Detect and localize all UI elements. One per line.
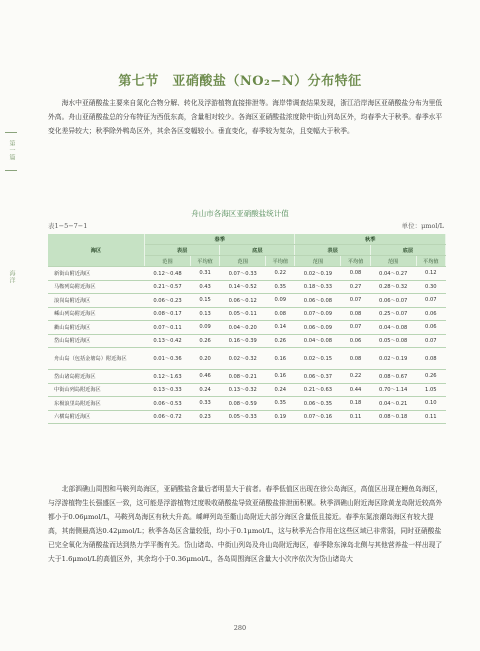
mean-cell: 0.43 (190, 280, 219, 294)
intro-paragraph: 海水中亚硝酸盐主要来自氮化合物分解、转化及浮游植物直接排泄等。海岸带调查结果发现，浙江沿岸海区亚硝酸盐分布为里低外高。舟山亚硝酸盐总的分布特征为西低东高，含量相对较少。各海区亚硝酸盐浓度除中街山列岛区外，均春季大于秋季。春季水平变化差异较大；秋季除外鸭岛区外，其余各区变幅较小。垂直变化，春季较为复杂，且变幅大于秋季。 (48, 99, 443, 135)
mean-cell: 0.12 (416, 267, 445, 281)
range-cell: 0.06～0.07 (370, 294, 416, 308)
range-cell: 0.13～0.33 (145, 383, 191, 397)
range-cell: 0.06～0.12 (220, 294, 266, 308)
range-cell: 0.25～0.07 (370, 307, 416, 321)
range-cell: 0.06～0.08 (295, 294, 341, 308)
mean-cell: 1.05 (416, 383, 445, 397)
range-cell: 0.08～0.18 (370, 410, 416, 424)
range-cell: 0.06～0.72 (145, 410, 191, 424)
range-cell: 0.04～0.20 (220, 321, 266, 335)
region-cell: 新街山附近海区 (48, 267, 145, 281)
mean-cell: 0.14 (266, 321, 295, 335)
range-cell: 0.13～0.32 (220, 383, 266, 397)
mean-cell: 0.44 (341, 383, 370, 397)
range-cell: 0.04～0.08 (295, 334, 341, 348)
side-tick-bottom (5, 170, 17, 171)
range-cell: 0.06～0.37 (295, 370, 341, 384)
mean-cell: 0.31 (190, 267, 219, 281)
range-cell: 0.04～0.08 (370, 321, 416, 335)
mean-cell: 0.09 (266, 294, 295, 308)
mean-cell: 0.09 (190, 321, 219, 335)
header-mean: 平均值 (190, 256, 219, 267)
side-part-label: 第一篇 (8, 140, 15, 161)
range-cell: 0.05～0.08 (370, 334, 416, 348)
range-cell: 0.01～0.36 (145, 348, 191, 370)
mean-cell: 0.07 (341, 294, 370, 308)
mean-cell: 0.30 (416, 280, 445, 294)
mean-cell: 0.08 (266, 307, 295, 321)
region-cell: 东极浪里岛附近海区 (48, 397, 145, 411)
range-cell: 0.07～0.11 (145, 321, 191, 335)
range-cell: 0.21～0.63 (295, 383, 341, 397)
table-unit: 单位：μmol/L (401, 222, 444, 230)
table-row (48, 280, 446, 294)
table-row (48, 334, 446, 348)
mean-cell: 0.15 (190, 294, 219, 308)
table-row (48, 348, 446, 370)
mean-cell: 0.13 (190, 307, 219, 321)
header-region: 海区 (48, 234, 145, 267)
region-cell: 中街山列岛附近海区 (48, 383, 145, 397)
range-cell: 0.02～0.19 (295, 267, 341, 281)
mean-cell: 0.22 (341, 370, 370, 384)
header-range: 范围 (220, 256, 266, 267)
range-cell: 0.12～0.48 (145, 267, 191, 281)
table-row (48, 397, 446, 411)
table-row (48, 383, 446, 397)
header-range: 范围 (145, 256, 191, 267)
range-cell: 0.04～0.21 (370, 397, 416, 411)
header-mean: 平均值 (266, 256, 295, 267)
region-cell: 舟山岛（包括金塘岛）附近海区 (48, 348, 145, 370)
range-cell: 0.14～0.52 (220, 280, 266, 294)
range-cell: 0.04～0.27 (370, 267, 416, 281)
table-number: 表1−5−7−1 (48, 222, 88, 230)
range-cell: 0.16～0.39 (220, 334, 266, 348)
mean-cell: 0.22 (266, 267, 295, 281)
mean-cell: 0.20 (190, 348, 219, 370)
mean-cell: 0.06 (341, 334, 370, 348)
range-cell: 0.07～0.33 (220, 267, 266, 281)
mean-cell: 0.08 (341, 267, 370, 281)
range-cell: 0.05～0.33 (220, 410, 266, 424)
region-cell: 浪岗岛附近海区 (48, 294, 145, 308)
range-cell: 0.28～0.32 (370, 280, 416, 294)
mean-cell: 0.27 (341, 280, 370, 294)
header-spring-surface: 表层 (145, 245, 220, 256)
side-sea-label: 海洋 (8, 270, 15, 284)
mean-cell: 0.26 (266, 334, 295, 348)
section-title: 第七节 亚硝酸盐（NO₂−N）分布特征 (118, 74, 362, 89)
header-range: 范围 (295, 256, 341, 267)
range-cell: 0.18～0.33 (295, 280, 341, 294)
range-cell: 0.08～0.21 (220, 370, 266, 384)
range-cell: 0.08～0.17 (145, 307, 191, 321)
header-autumn-surface: 表层 (295, 245, 370, 256)
table-row (48, 267, 446, 281)
mean-cell: 0.08 (416, 348, 445, 370)
range-cell: 0.07～0.09 (295, 307, 341, 321)
table-title: 舟山市各海区亚硝酸盐统计值 (191, 209, 289, 218)
range-cell: 0.08～0.67 (370, 370, 416, 384)
range-cell: 0.21～0.57 (145, 280, 191, 294)
mean-cell: 0.07 (341, 321, 370, 335)
range-cell: 0.06～0.35 (295, 397, 341, 411)
range-cell: 0.13～0.42 (145, 334, 191, 348)
mean-cell: 0.06 (416, 307, 445, 321)
mean-cell: 0.24 (190, 383, 219, 397)
region-cell: 嵊山列岛附近海区 (48, 307, 145, 321)
header-mean: 平均值 (416, 256, 445, 267)
mean-cell: 0.24 (266, 383, 295, 397)
range-cell: 0.02～0.32 (220, 348, 266, 370)
mean-cell: 0.07 (416, 294, 445, 308)
header-autumn: 秋季 (295, 234, 446, 245)
body-paragraph: 北部泗礁山周围和马鞍列岛海区，亚硝酸盐含量后者明显大于前者。春季低值区出现在徐公岛海区，高值区出现在鳗鱼岛海区，与浮游植物生长强盛区一致，这可能是浮游植物过度吸收硝酸盐导致亚硝酸盐排泄面积累。秋季泗礁山附近海区除黄龙岛附近较高外都小于0.06μmol/L，马鞍列岛海区有秋大升高。嵊岬列岛至衢山岛附近大部分海区含量低且接近。春季东氮浪潮岛海区有较大提高，其南侧最高达0.42μmol/L；秋季各岛区含量较低，均小于0.1μmol/L，这与秋季光合作用在这些区域已非常弱，同时亚硝酸盐已完全氧化为硝酸盐而达到热力学平衡有关。岱山诸岛、中街山列岛及舟山岛附近海区，春季除东漳岛北侧与其他营养盐一样出现了大于1.6μmol/L的高值区外，其余均小于0.36μmol/L，各岛周围海区含量大小次序依次为岱山诸岛大 (48, 485, 443, 563)
range-cell: 0.07～0.16 (295, 410, 341, 424)
mean-cell: 0.11 (341, 410, 370, 424)
region-cell: 六横岛附近海区 (48, 410, 145, 424)
range-cell: 0.08～0.59 (220, 397, 266, 411)
region-cell: 岱山诸岛附近海区 (48, 370, 145, 384)
mean-cell: 0.16 (266, 348, 295, 370)
nitrite-stats-table (48, 234, 446, 424)
header-autumn-bottom: 底层 (370, 245, 445, 256)
mean-cell: 0.06 (416, 321, 445, 335)
mean-cell: 0.08 (341, 307, 370, 321)
header-spring-bottom: 底层 (220, 245, 295, 256)
mean-cell: 0.11 (416, 410, 445, 424)
table-row (48, 370, 446, 384)
table-row (48, 321, 446, 335)
mean-cell: 0.18 (341, 397, 370, 411)
mean-cell: 0.10 (416, 397, 445, 411)
mean-cell: 0.26 (190, 334, 219, 348)
region-cell: 马鞍列岛附近海区 (48, 280, 145, 294)
mean-cell: 0.08 (341, 348, 370, 370)
mean-cell: 0.35 (266, 397, 295, 411)
range-cell: 0.70～1.14 (370, 383, 416, 397)
table-row (48, 410, 446, 424)
header-mean: 平均值 (341, 256, 370, 267)
range-cell: 0.12～1.63 (145, 370, 191, 384)
region-cell: 岱山岛附近海区 (48, 334, 145, 348)
mean-cell: 0.26 (416, 370, 445, 384)
range-cell: 0.06～0.53 (145, 397, 191, 411)
header-spring: 春季 (145, 234, 295, 245)
mean-cell: 0.07 (416, 334, 445, 348)
mean-cell: 0.23 (190, 410, 219, 424)
range-cell: 0.06～0.23 (145, 294, 191, 308)
table-row (48, 307, 446, 321)
mean-cell: 0.16 (266, 370, 295, 384)
mean-cell: 0.33 (190, 397, 219, 411)
range-cell: 0.05～0.11 (220, 307, 266, 321)
header-range: 范围 (370, 256, 416, 267)
range-cell: 0.06～0.09 (295, 321, 341, 335)
page-number: 280 (233, 624, 247, 632)
mean-cell: 0.35 (266, 280, 295, 294)
table-row (48, 294, 446, 308)
region-cell: 衢山岛附近海区 (48, 321, 145, 335)
range-cell: 0.02～0.19 (370, 348, 416, 370)
mean-cell: 0.46 (190, 370, 219, 384)
side-tick-top (5, 132, 17, 133)
mean-cell: 0.19 (266, 410, 295, 424)
range-cell: 0.02～0.15 (295, 348, 341, 370)
